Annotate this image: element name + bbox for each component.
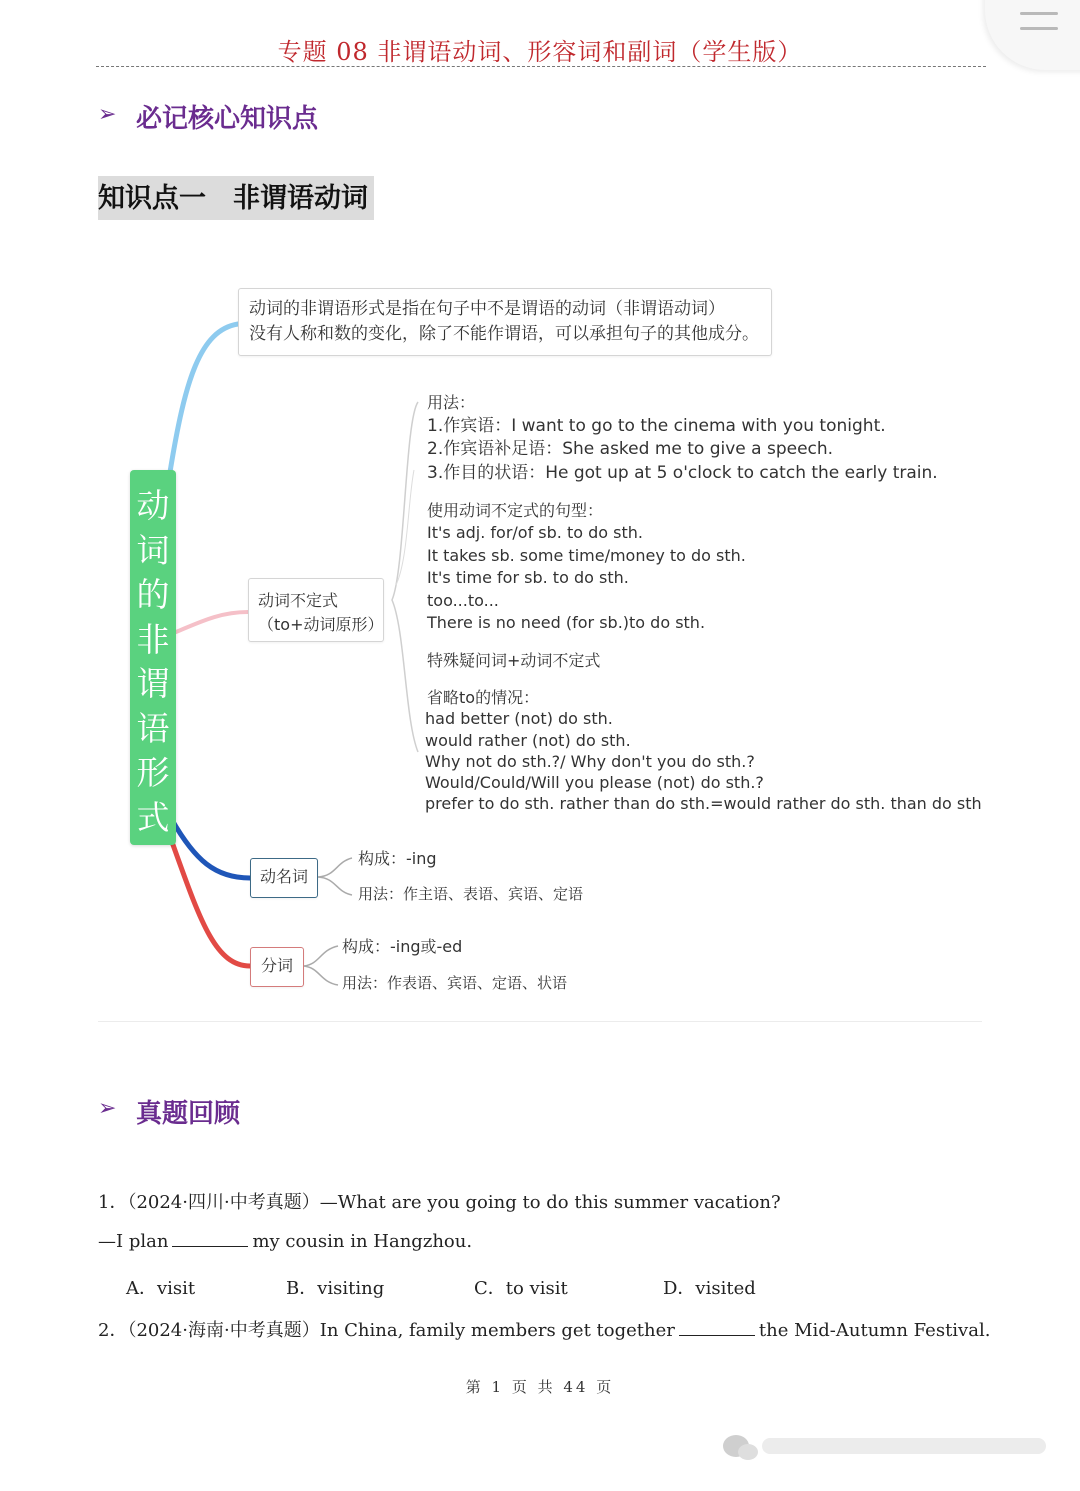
- usage-title: 用法：: [427, 393, 476, 412]
- page-title: 专题 08 非谓语动词、形容词和副词（学生版）: [277, 38, 803, 66]
- question-1-line2-before: —I plan: [98, 1231, 169, 1252]
- brace-gerund: [318, 858, 352, 895]
- option-b[interactable]: B．visiting: [286, 1278, 385, 1299]
- gerund-usage: 用法：作主语、表语、宾语、定语: [358, 885, 584, 903]
- branch-definition: [170, 324, 238, 472]
- question-1-line2-after: my cousin in Hangzhou.: [252, 1231, 473, 1252]
- mind-map-root: [130, 470, 176, 845]
- omit-item: would rather (not) do sth.: [425, 731, 631, 750]
- option-a[interactable]: A．visit: [126, 1278, 196, 1299]
- branch-infinitive: [176, 612, 248, 632]
- patterns-title: 使用动词不定式的句型：: [427, 501, 604, 520]
- infinitive-node: 动词不定式（to+动词原形）: [248, 578, 384, 642]
- pattern-item: There is no need (for sb.)to do sth.: [427, 613, 706, 632]
- omit-item: Would/Could/Will you please (not) do sth.?: [425, 773, 764, 792]
- section-divider: [98, 1021, 982, 1022]
- answer-blank[interactable]: [172, 1232, 248, 1247]
- pattern-item: too...to...: [427, 591, 499, 610]
- gerund-node: 动名词: [250, 858, 318, 898]
- brace-participle: [304, 946, 338, 985]
- section-heading-knowledge: 必记核心知识点: [136, 104, 319, 134]
- option-d[interactable]: D．visited: [663, 1278, 756, 1299]
- arrow-bullet-icon: ➢: [98, 102, 117, 127]
- brace-infinitive: [392, 402, 418, 752]
- mind-map-root-label: 动词的非谓语形式: [136, 486, 170, 837]
- participle-node: 分词: [250, 947, 304, 987]
- wechat-watermark: [722, 1430, 1048, 1464]
- page-footer: 第 1 页 共 44 页: [465, 1378, 615, 1396]
- definition-line: 动词的非谓语形式是指在句子中不是谓语的动词（非谓语动词）: [249, 299, 725, 319]
- omit-title: 省略to的情况：: [427, 688, 540, 707]
- answer-blank[interactable]: [679, 1321, 755, 1336]
- omit-item: prefer to do sth. rather than do sth.=would rather do sth. than do sth: [425, 794, 982, 813]
- arrow-bullet-icon: ➢: [98, 1096, 117, 1121]
- knowledge-point-title: 知识点一 非谓语动词: [98, 176, 374, 220]
- usage-item: 2.作宾语补足语：She asked me to give a speech.: [427, 439, 834, 459]
- question-2-after: the Mid-Autumn Festival.: [758, 1320, 991, 1341]
- pattern-item: It takes sb. some time/money to do sth.: [427, 546, 746, 565]
- pattern-item: It's time for sb. to do sth.: [427, 568, 629, 587]
- branch-participle: [172, 842, 250, 966]
- omit-item: Why not do sth.?/ Why don't you do sth.?: [425, 752, 755, 771]
- question-2: [98, 1316, 990, 1342]
- usage-item: 3.作目的状语：He got up at 5 o'clock to catch the early train.: [427, 463, 938, 483]
- pattern-item: It's adj. for/of sb. to do sth.: [427, 523, 643, 542]
- section-heading-review: 真题回顾: [136, 1099, 241, 1129]
- usage-item: 1.作宾语：I want to go to the cinema with you tonight.: [427, 416, 886, 436]
- definition-box: [238, 288, 772, 356]
- wh-rule: 特殊疑问词+动词不定式: [427, 651, 601, 670]
- gerund-form: 构成：-ing: [358, 849, 437, 868]
- question-1-line2: [98, 1231, 472, 1252]
- question-2-before: 2．（2024·海南·中考真题）In China, family members get together: [98, 1320, 675, 1341]
- watermark-bar: [762, 1438, 1046, 1454]
- participle-usage: 用法：作表语、宾语、定语、状语: [342, 974, 568, 992]
- participle-form: 构成：-ing或-ed: [342, 937, 463, 956]
- definition-line: 没有人称和数的变化，除了不能作谓语，可以承担句子的其他成分。: [249, 324, 759, 344]
- option-c[interactable]: C．to visit: [474, 1278, 568, 1299]
- omit-item: had better (not) do sth.: [425, 709, 613, 728]
- question-1-stem: 1．（2024·四川·中考真题）—What are you going to do this summer vacation?: [98, 1192, 781, 1213]
